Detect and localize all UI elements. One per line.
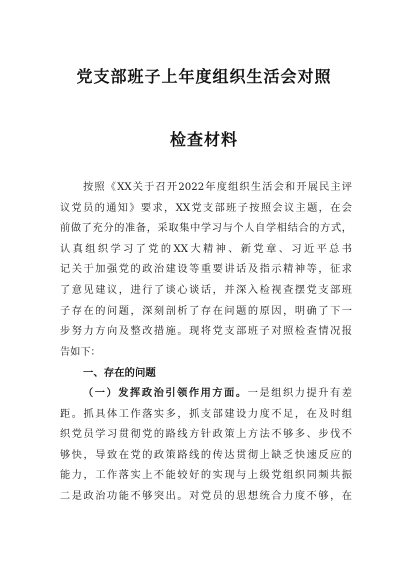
document-body bbox=[60, 178, 352, 508]
intro-line: 步努力方向及整改措施。现将党支部班子对照检查情况报 bbox=[60, 326, 352, 338]
subsection-text: 一是组织力提升有差 bbox=[247, 387, 352, 399]
document-title-line-2: 检查材料 bbox=[169, 130, 238, 149]
section-heading: 一、存在的问题 bbox=[83, 367, 156, 380]
document-title-line-1: 党支部班子上年度组织生活会对照 bbox=[76, 67, 332, 86]
intro-line: 了意见建议，进行了谈心谈话，并深入检视查摆党支部班 bbox=[60, 284, 352, 296]
subsection-heading: （一）发挥政治引领作用方面。 bbox=[83, 387, 248, 399]
body-line: 够快，导致在党的政策路线的传达贯彻上缺乏快速反应的 bbox=[60, 449, 352, 461]
intro-line: 按照《XX关于召开2022年度组织生活会和开展民主评 bbox=[83, 182, 352, 193]
intro-line: 议党员的通知》要求，XX党支部班子按照会议主题，在会 bbox=[60, 202, 352, 214]
intro-line: 前做了充分的准备，采取集中学习与个人自学相结合的方式， bbox=[60, 223, 352, 235]
intro-line: 认真组织学习了党的XX大精神、新党章、习近平总书 bbox=[60, 243, 352, 255]
intro-line: 告如下： bbox=[60, 346, 101, 358]
subsection-first-line bbox=[60, 384, 352, 405]
body-line: 距。抓具体工作落实多，抓支部建设力度不足，在及时组 bbox=[60, 408, 352, 420]
intro-line: 记关于加强党的政治建设等重要讲话及指示精神等，征求 bbox=[60, 264, 352, 276]
body-line: 织党员学习贯彻党的路线方针政策上方法不够多、步伐不 bbox=[60, 429, 352, 441]
body-line: 二是政治功能不够突出。对党员的思想统合力度不够，在 bbox=[60, 490, 352, 502]
intro-line: 子存在的问题，深刻剖析了存在问题的原因，明确了下一 bbox=[60, 305, 352, 317]
body-line: 能力，工作落实上不能较好的实现与上级党组织同频共振 bbox=[60, 470, 352, 482]
